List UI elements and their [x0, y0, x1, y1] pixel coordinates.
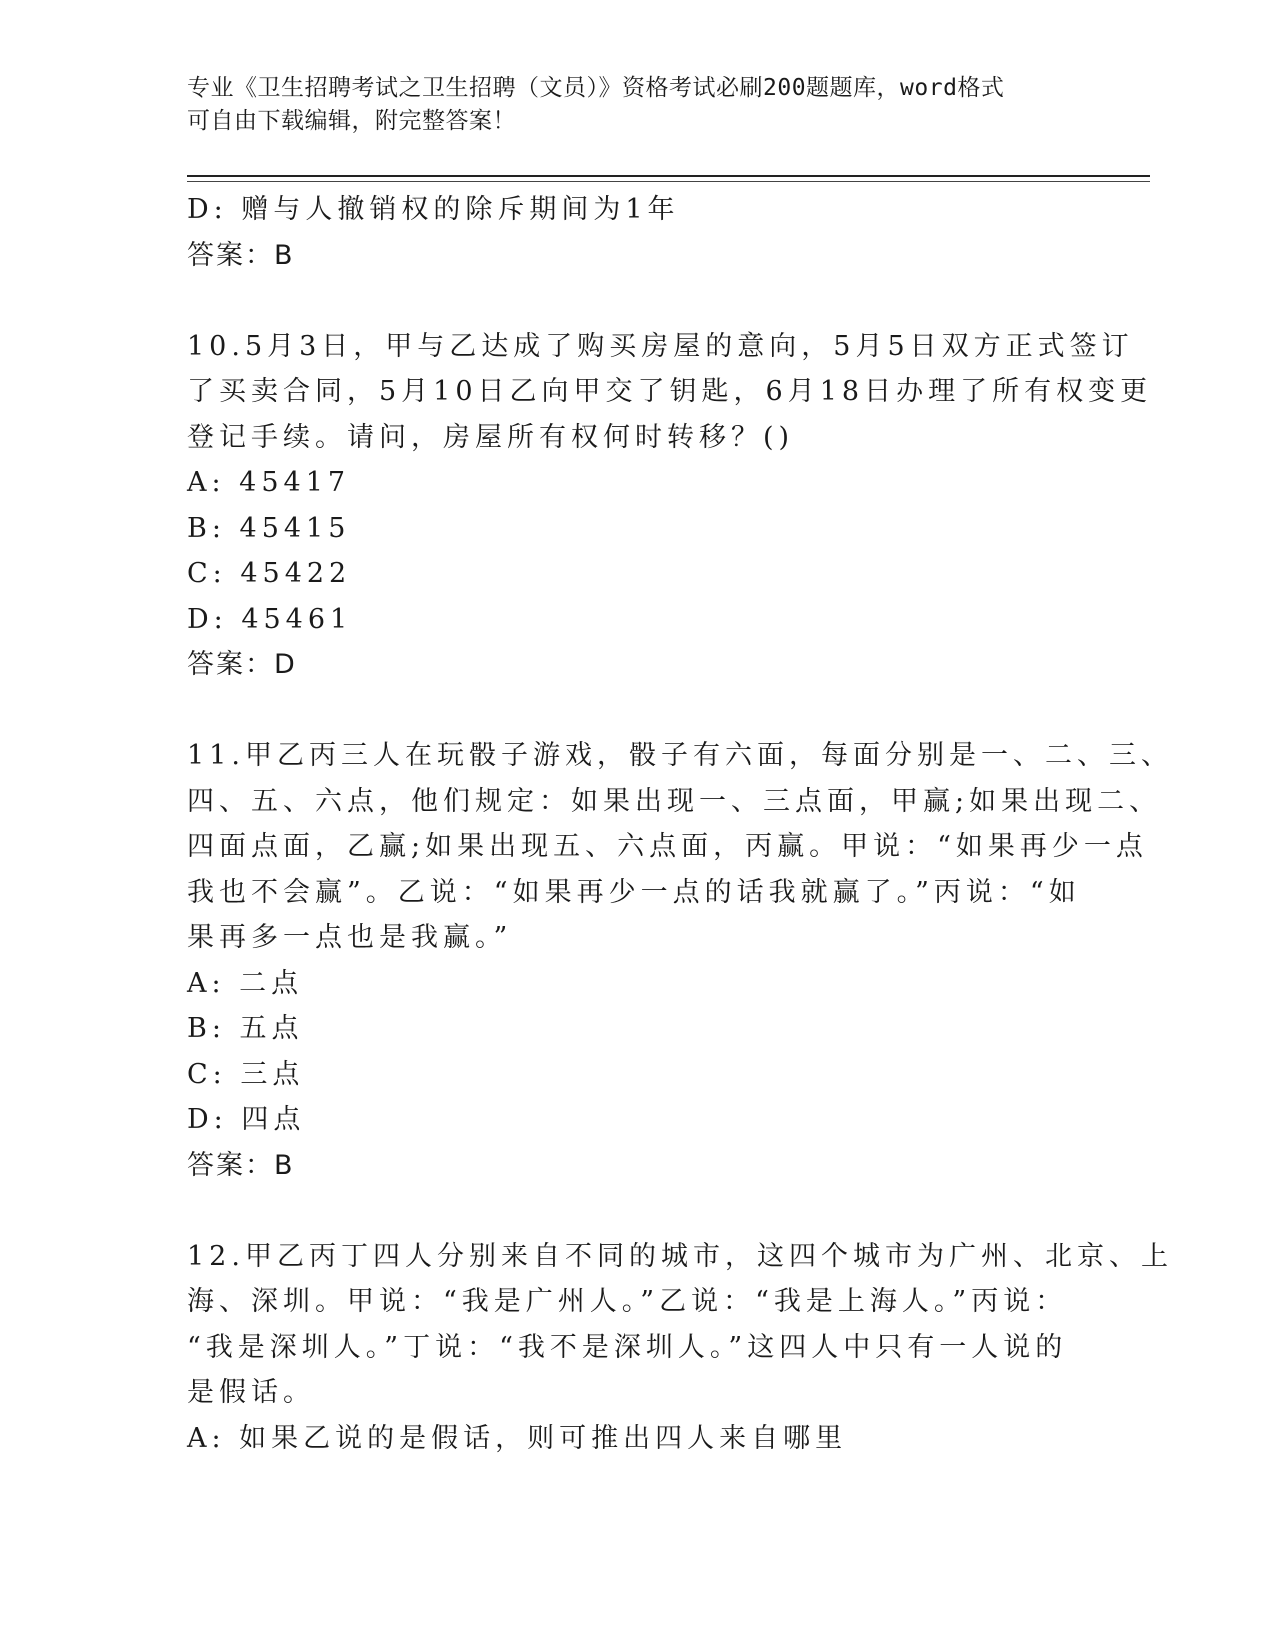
document-header	[187, 72, 1087, 138]
question-12-line-1: 12.甲乙丙丁四人分别来自不同的城市，这四个城市为广州、北京、上	[187, 1240, 1173, 1272]
header-divider-thin	[187, 181, 1150, 182]
question-10	[187, 324, 1153, 688]
question-10-option-d: D: 45461	[187, 603, 353, 635]
question-11-line-4: 我也不会赢”。乙说：“如果再少一点的话我就赢了。”丙说：“如	[187, 876, 1081, 908]
question-11-line-2: 四、五、六点，他们规定：如果出现一、三点面，甲赢;如果出现二、	[187, 785, 1162, 817]
question-10-option-b: B: 45415	[187, 512, 351, 544]
question-11-line-3: 四面点面，乙赢;如果出现五、六点面，丙赢。甲说：“如果再少一点	[187, 831, 1148, 862]
question-12-option-a: A: 如果乙说的是假话，则可推出四人来自哪里	[187, 1422, 848, 1454]
header-line-2: 可自由下载编辑，附完整答案！	[187, 108, 516, 134]
question-11-option-a: A: 二点	[187, 967, 304, 999]
prev-answer: 答案：B	[187, 239, 295, 271]
spacer	[187, 688, 1107, 734]
question-10-answer: 答案：D	[187, 649, 297, 680]
question-10-option-a: A: 45417	[187, 467, 351, 498]
question-10-line-1: 10.5月3日，甲与乙达成了购买房屋的意向，5月5日双方正式签订	[187, 330, 1134, 362]
question-11-option-b: B: 五点	[187, 1013, 304, 1044]
question-10-line-2: 了买卖合同，5月10日乙向甲交了钥匙，6月18日办理了所有权变更	[187, 376, 1153, 407]
question-12	[187, 1234, 1173, 1462]
question-11-line-1: 11.甲乙丙三人在玩骰子游戏，骰子有六面，每面分别是一、二、三、	[187, 740, 1173, 771]
prev-option-d: D: 赠与人撤销权的除斥期间为1年	[187, 194, 680, 225]
spacer	[187, 278, 1107, 324]
spacer	[187, 1188, 1107, 1234]
question-12-line-3: “我是深圳人。”丁说：“我不是深圳人。”这四人中只有一人说的	[187, 1331, 1068, 1363]
question-12-line-2: 海、深圳。甲说：“我是广州人。”乙说：“我是上海人。”丙说：	[187, 1286, 1068, 1317]
question-10-line-3: 登记手续。请问，房屋所有权何时转移？()	[187, 421, 795, 453]
question-list	[187, 187, 1173, 1461]
header-divider-thick	[187, 175, 1150, 177]
question-11-option-d: D: 四点	[187, 1104, 306, 1135]
header-line-1: 专业《卫生招聘考试之卫生招聘（文员）》资格考试必刷200题题库，word格式	[187, 75, 1005, 101]
question-11-option-c: C: 三点	[187, 1058, 305, 1090]
question-11-line-5: 果再多一点也是我赢。”	[187, 922, 513, 953]
question-11	[187, 733, 1173, 1188]
question-12-line-4: 是假话。	[187, 1377, 315, 1408]
question-11-answer: 答案：B	[187, 1149, 295, 1181]
question-10-option-c: C: 45422	[187, 558, 352, 589]
